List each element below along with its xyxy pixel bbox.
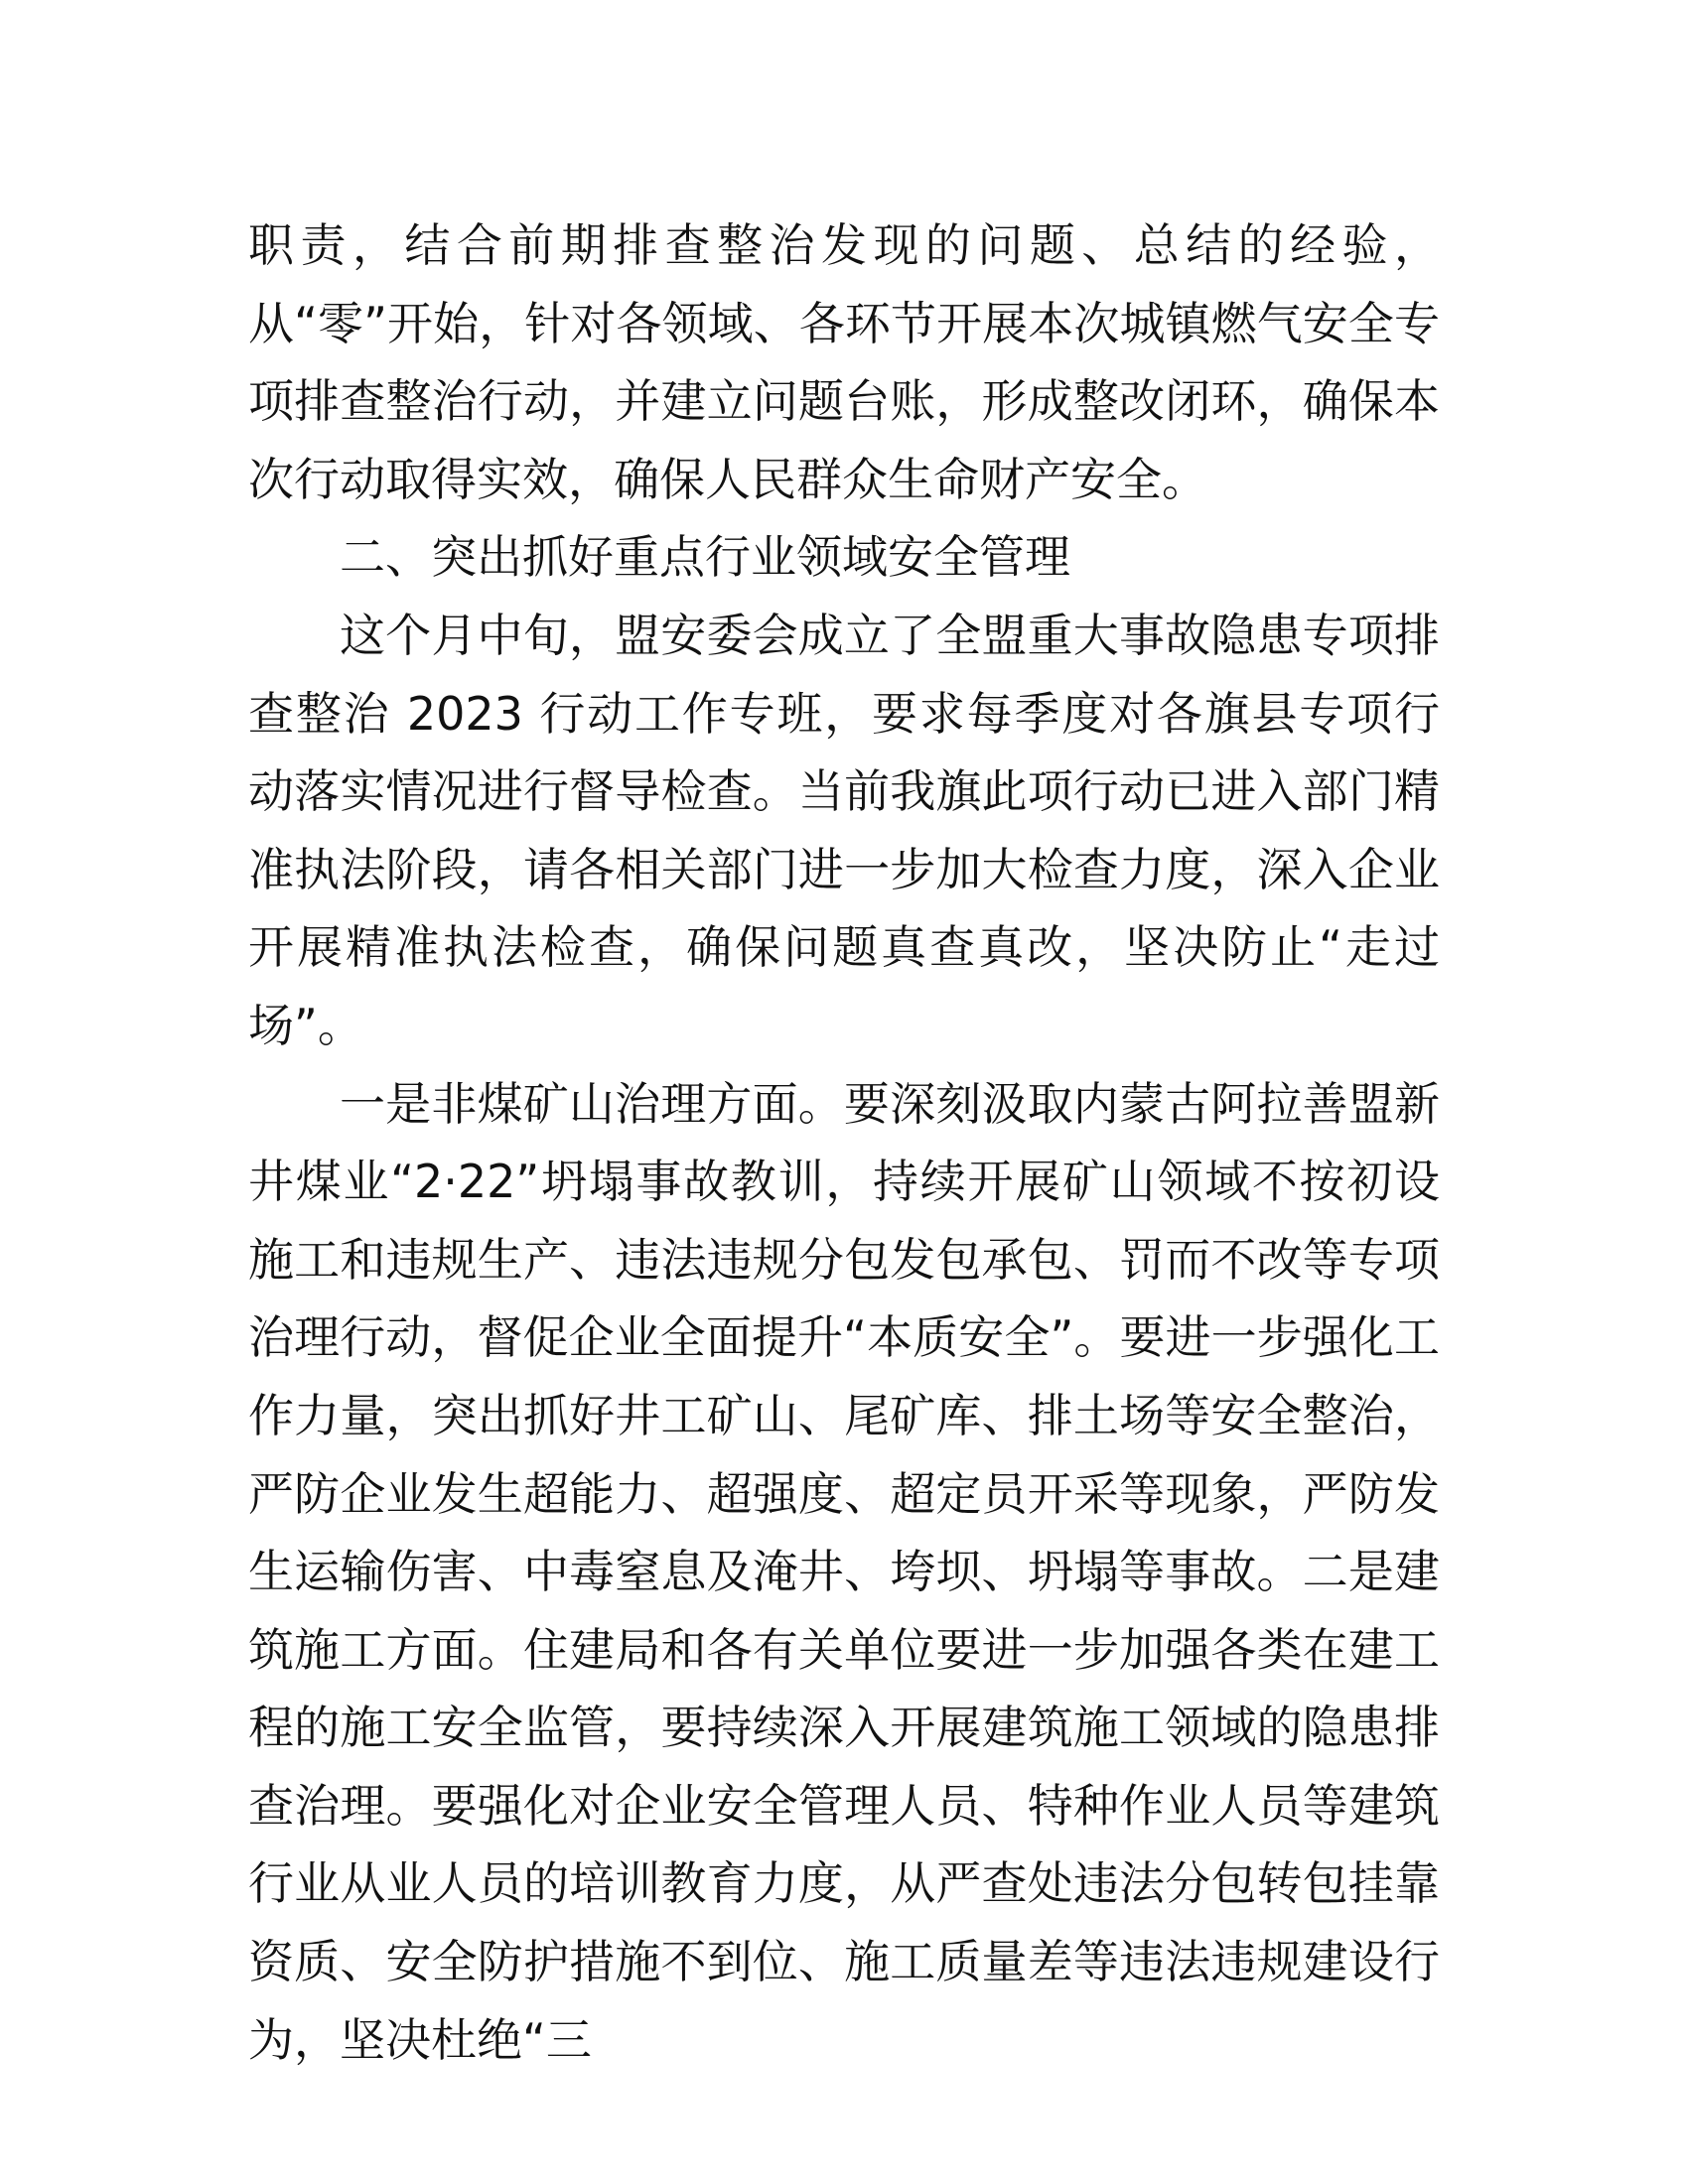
paragraph-duties: 职责，结合前期排查整治发现的问题、总结的经验，从“零”开始，针对各领域、各环节开展本次城镇燃气安全专项排查整治行动，并建立问题台账，形成整改闭环，确保本次行动取得实效，确保人民群众生命财产安全。 <box>248 218 1440 506</box>
document-body <box>248 206 1440 2079</box>
section-heading-2: 二、突出抓好重点行业领域安全管理 <box>340 530 1070 585</box>
paragraph-task-force: 这个月中旬，盟安委会成立了全盟重大事故隐患专项排查整治 2023 行动工作专班，要求每季度对各旗县专项行动落实情况进行督导检查。当前我旗此项行动已进入部门精准执法阶段，请各相关部门进一步加大检查力度，深入企业开展精准执法检查，确保问题真查真改，坚决防止“走过场”。 <box>248 608 1440 1052</box>
paragraph-mining-construction: 一是非煤矿山治理方面。要深刻汲取内蒙古阿拉善盟新井煤业“2·22”坍塌事故教训，持续开展矿山领域不按初设施工和违规生产、违法违规分包发包承包、罚而不改等专项治理行动，督促企业全面提升“本质安全”。要进一步强化工作力量，突出抓好井工矿山、尾矿库、排土场等安全整治，严防企业发生超能力、超强度、超定员开采等现象，严防发生运输伤害、中毒窒息及淹井、垮坝、坍塌等事故。二是建筑施工方面。住建局和各有关单位要进一步加强各类在建工程的施工安全监管，要持续深入开展建筑施工领域的隐患排查治理。要强化对企业安全管理人员、特种作业人员等建筑行业从业人员的培训教育力度，从严查处违法分包转包挂靠资质、安全防护措施不到位、施工质量差等违法违规建设行为，坚决杜绝“三 <box>248 1076 1440 2067</box>
